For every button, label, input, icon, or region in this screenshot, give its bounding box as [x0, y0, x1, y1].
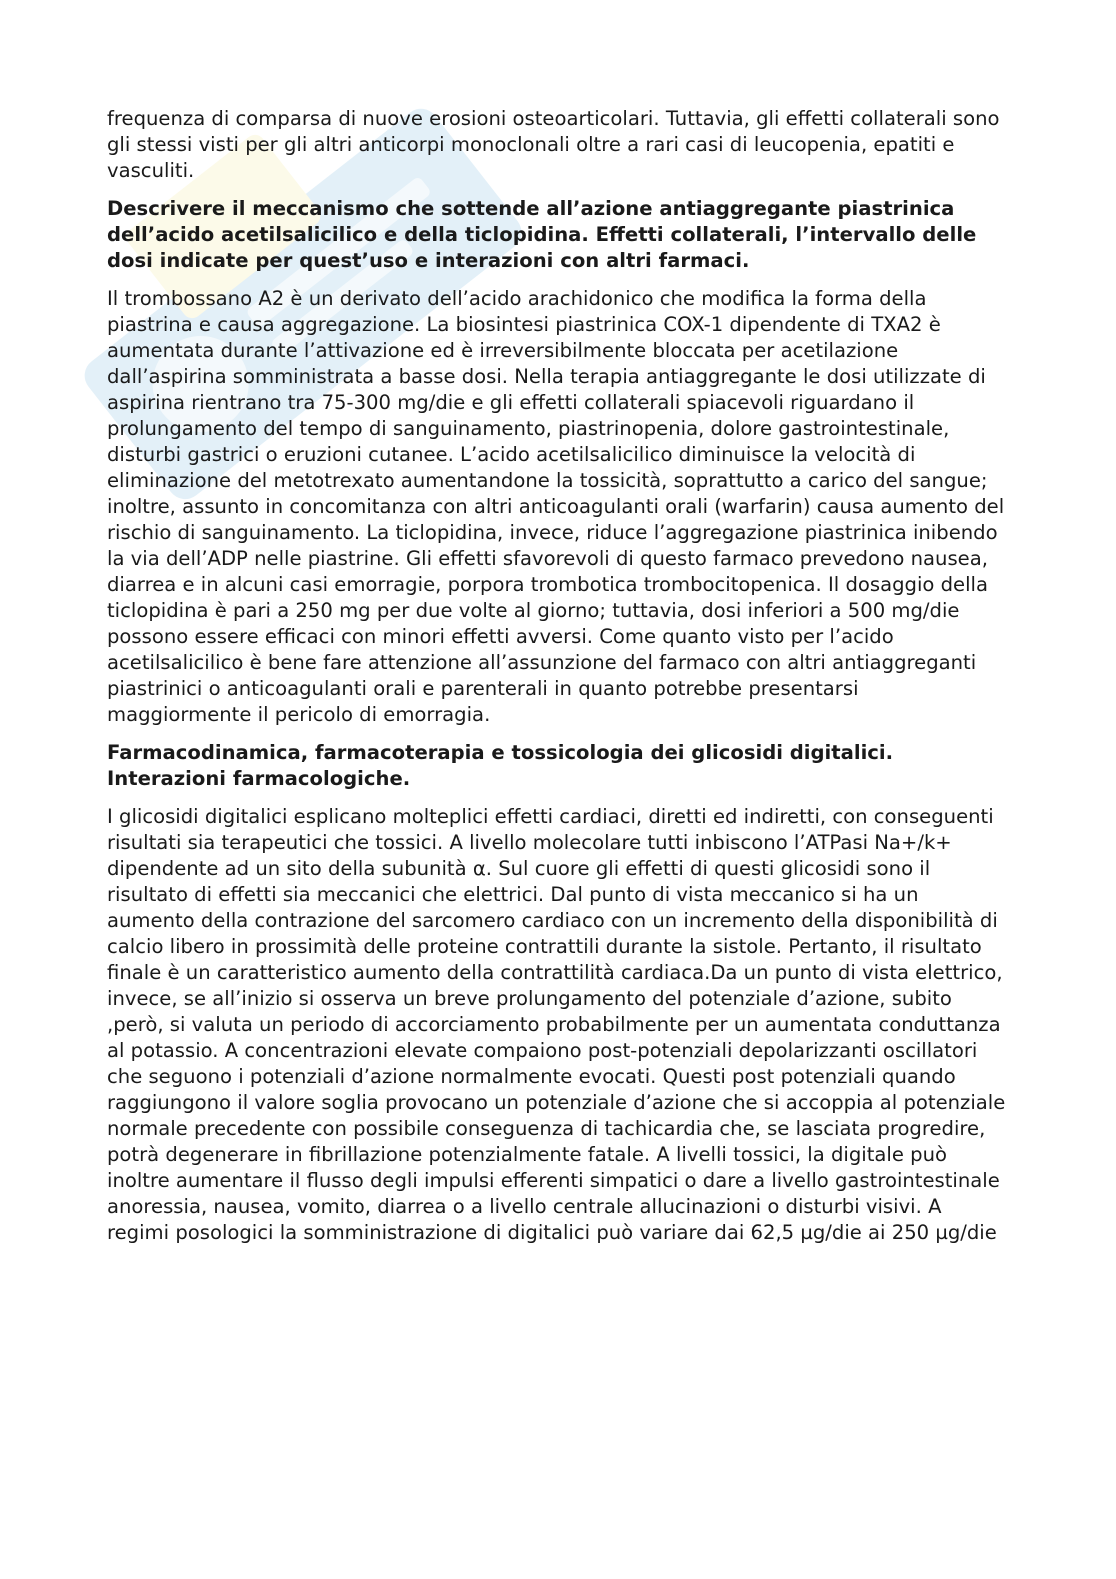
paragraph-continuation: frequenza di comparsa di nuove erosioni osteoarticolari. Tuttavia, gli effetti collaterali sono gli stessi visti per gli altri anticorpi monoclonali oltre a rari casi di leucopenia, epatiti e vasculiti. — [107, 107, 1000, 182]
question-heading-antiplatelet: Descrivere il meccanismo che sottende all’azione antiaggregante piastrinica dell’acido acetilsalicilico e della ticlopidina. Effetti collaterali, l’intervallo delle dosi indicate per quest’uso e interazioni con altri farmaci. — [107, 197, 977, 272]
document-page — [107, 106, 1007, 1258]
paragraph-antiplatelet-answer: Il trombossano A2 è un derivato dell’acido arachidonico che modifica la forma della piastrina e causa aggregazione. La biosintesi piastrinica COX-1 dipendente di TXA2 è aumentata durante l’attivazione ed è irreversibilmente bloccata per acetilazione dall’aspirina somministrata a basse dosi. Nella terapia antiaggregante le dosi utilizzate di aspirina rientrano tra 75-300 mg/die e gli effetti collaterali spiacevoli riguardano il prolungamento del tempo di sanguinamento, piastrinopenia, dolore gastrointestinale, disturbi gastrici o eruzioni cutanee. L’acido acetilsalicilico diminuisce la velocità di eliminazione del metotrexato aumentandone la tossicità, soprattutto a carico del sangue; inoltre, assunto in concomitanza con altri anticoagulanti orali (warfarin) causa aumento del rischio di sanguinamento. La ticlopidina, invece, riduce l’aggregazione piastrinica inibendo la via dell’ADP nelle piastrine. Gli effetti sfavorevoli di questo farmaco prevedono nausea, diarrea e in alcuni casi emorragie, porpora trombotica trombocitopenica. Il dosaggio della ticlopidina è pari a 250 mg per due volte al giorno; tuttavia, dosi inferiori a 500 mg/die possono essere efficaci con minori effetti avversi. Come quanto visto per l’acido acetilsalicilico è bene fare attenzione all’assunzione del farmaco con altri antiaggreganti piastrinici o anticoagulanti orali e parenterali in quanto potrebbe presentarsi maggiormente il pericolo di emorragia. — [107, 287, 1005, 726]
question-heading-digitalis: Farmacodinamica, farmacoterapia e tossicologia dei glicosidi digitalici. Interazioni farmacologiche. — [107, 741, 894, 790]
paragraph-digitalis-answer: I glicosidi digitalici esplicano molteplici effetti cardiaci, diretti ed indiretti, con conseguenti risultati sia terapeutici che tossici. A livello molecolare tutti inbiscono l’ATPasi Na+/k+ dipendente ad un sito della subunità α. Sul cuore gli effetti di questi glicosidi sono il risultato di effetti sia meccanici che elettrici. Dal punto di vista meccanico si ha un aumento della contrazione del sarcomero cardiaco con un incremento della disponibilità di calcio libero in prossimità delle proteine contrattili durante la sistole. Pertanto, il risultato finale è un caratteristico aumento della contrattilità cardiaca.Da un punto di vista elettrico, invece, se all’inizio si osserva un breve prolungamento del potenziale d’azione, subito ,però, si valuta un periodo di accorciamento probabilmente per un aumentata conduttanza al potassio. A concentrazioni elevate compaiono post-potenziali depolarizzanti oscillatori che seguono i potenziali d’azione normalmente evocati. Questi post potenziali quando raggiungono il valore soglia provocano un potenziale d’azione che si accoppia al potenziale normale precedente con possibile conseguenza di tachicardia che, se lasciata progredire, potrà degenerare in fibrillazione potenzialmente fatale. A livelli tossici, la digitale può inoltre aumentare il flusso degli impulsi efferenti simpatici o dare a livello gastrointestinale anoressia, nausea, vomito, diarrea o a livello centrale allucinazioni o disturbi visivi. A regimi posologici la somministrazione di digitalici può variare dai 62,5 µg/die ai 250 µg/die — [107, 805, 1006, 1244]
